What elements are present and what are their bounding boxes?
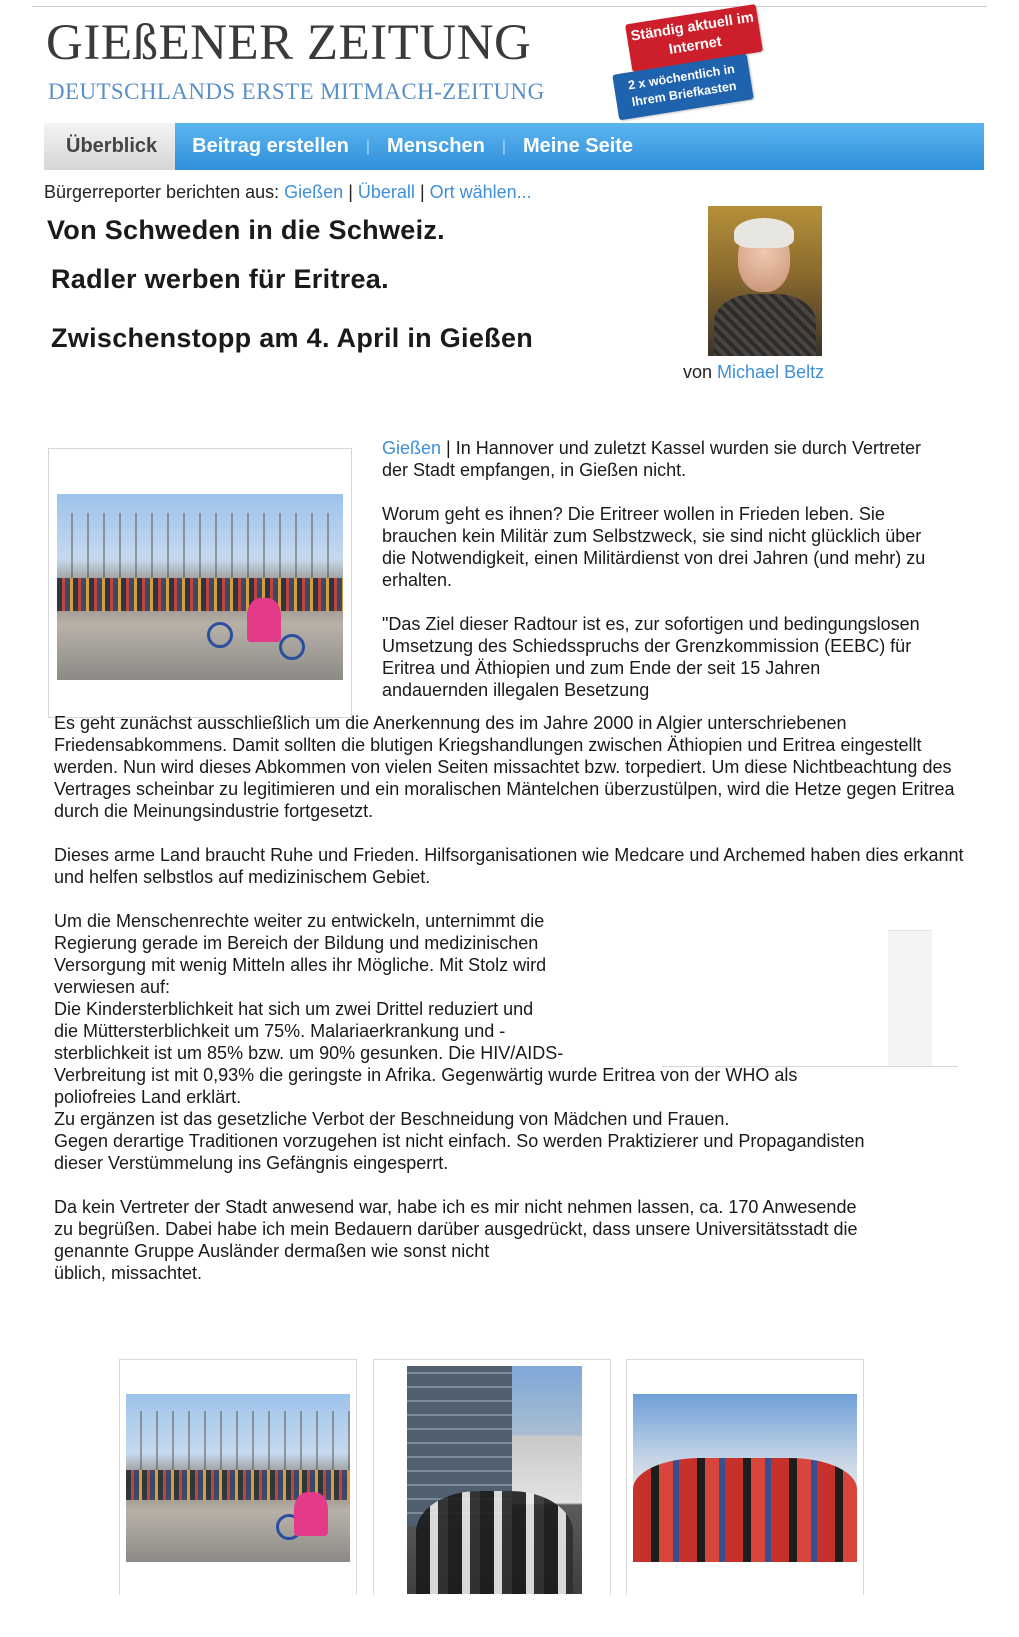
article-paragraph: "Das Ziel dieser Radtour ist es, zur sofortigen und bedingungslosen Umsetzung des Schiedsspruchs der Grenzkommission (EEBC) für Eritrea und Äthiopien und zum Ende der seit 15 Jahren andauernden illegalen Besetzung [382,614,920,700]
location-link-giessen[interactable]: Gießen [284,182,344,202]
reporter-location-bar [44,182,532,203]
headline-line-3: Zwischenstopp am 4. April in Gießen [51,323,534,353]
article-paragraph: Dieses arme Land braucht Ruhe und Frieden. Hilfsorganisationen wie Medcare und Archemed haben dies erkannt und helfen selbstlos auf medizinischem Gebiet. [54,845,964,887]
location-link-ort-waehlen[interactable]: Ort wählen... [429,182,532,202]
nav-separator: | [365,137,371,155]
main-navigation [44,123,984,170]
nav-tab-ueberblick[interactable]: Überblick [44,123,175,170]
location-separator: | [419,182,425,202]
nav-tab-menschen[interactable]: Menschen [387,135,485,157]
article-paragraph-closing: Da kein Vertreter der Stadt anwesend war, habe ich es mir nicht nehmen lassen, ca. 170 Anwesende zu begrüßen. Dabei habe ich mein Bedauern darüber ausgedrückt, dass unsere Universitätsstadt die genannte Gruppe Ausländer dermaßen wie sonst nicht üblich, missachtet. [54,1197,858,1283]
gallery-item[interactable] [119,1359,357,1595]
gallery-photo-cyclists[interactable] [126,1394,350,1562]
location-link-ueberall[interactable]: Überall [357,182,415,202]
location-separator: | [348,182,353,202]
article-location-link[interactable]: Gießen [382,438,442,458]
article-intro [382,437,928,709]
article-lead: In Hannover und zuletzt Kassel wurden sie durch Vertreter der Stadt empfangen, in Gießen nicht. [382,438,921,480]
article-paragraph: Es geht zunächst ausschließlich um die Anerkennung des im Jahre 2000 in Algier unterschriebenen Friedensabkommens. Damit sollten die blutigen Kriegshandlungen zwischen Äthiopien und Eritrea eingestellt werden. Nun wird dieses Abkommen von vielen Seiten missachtet bzw. torpediert. Um diese Nichtbeachtung des Vertrages scheinbar zu legitimieren und ein moralischen Mäntelchen überzustülpen, wird die Hetze gegen Eritrea durch die Meinungsindustrie fortgesetzt. [54,713,955,821]
location-separator: | [441,438,456,458]
newspaper-logo-title[interactable]: GIEßENER ZEITUNG [46,15,532,71]
gallery-item[interactable] [373,1359,611,1595]
author-avatar[interactable] [708,206,822,356]
badge-print: 2 x wöchentlich in Ihrem Briefkasten [612,54,754,121]
reporter-prefix: Bürgerreporter berichten aus: [44,182,280,202]
article-paragraph: Worum geht es ihnen? Die Eritreer wollen in Frieden leben. Sie brauchen kein Militär zum Selbstzweck, sie sind nicht glücklich über die Notwendigkeit, einen Militärdienst von drei Jahren (und mehr) zu erhalten. [382,504,926,590]
gallery-item[interactable] [626,1359,864,1595]
nav-tab-meine-seite[interactable]: Meine Seite [523,135,634,157]
gallery-photo-team[interactable] [633,1394,857,1562]
article-image-frame [48,448,352,718]
newspaper-logo-subtitle: DEUTSCHLANDS ERSTE MITMACH-ZEITUNG [48,79,545,104]
headline-line-1: Von Schweden in die Schweiz. [47,215,445,245]
article-body [54,712,966,1306]
nav-separator: | [501,137,507,155]
article-paragraph-human-rights: Um die Menschenrechte weiter zu entwickeln, unternimmt die Regierung gerade im Bereich der Bildung und medizinischen Versorgung mit wenig Mitteln alles ihr Mögliche. Mit Stolz wird verwiesen auf: Die Kindersterblichkeit hat sich um zwei Drittel reduziert und die Müttersterblichkeit um 75%. Malariaerkrankung und - sterblichkeit ist um 85% bzw. um 90% gesunken. Die HIV/AIDS- Verbreitung ist mit 0,93% die geringste in Afrika. Gegenwärtig wurde Eritrea von der WHO als poliofreies Land erklärt. Zu ergänzen ist das gesetzliche Verbot der Beschneidung von Mädchen und Frauen. Gegen derartige Traditionen vorzugehen ist nicht einfach. So werden Praktizierer und Propagandisten dieser Verstümmelung ins Gefängnis eingesperrt. [54,911,865,1173]
author-name-link[interactable]: Michael Beltz [717,362,825,382]
top-divider [32,6,987,7]
nav-tab-beitrag-erstellen[interactable]: Beitrag erstellen [192,135,349,157]
author-byline [683,362,824,383]
article-main-photo[interactable] [57,494,343,680]
gallery-photo-speech[interactable] [407,1366,582,1594]
headline-line-2: Radler werben für Eritrea. [51,264,389,294]
badge-online: Ständig aktuell im Internet [625,4,763,72]
author-prefix: von [683,362,713,382]
